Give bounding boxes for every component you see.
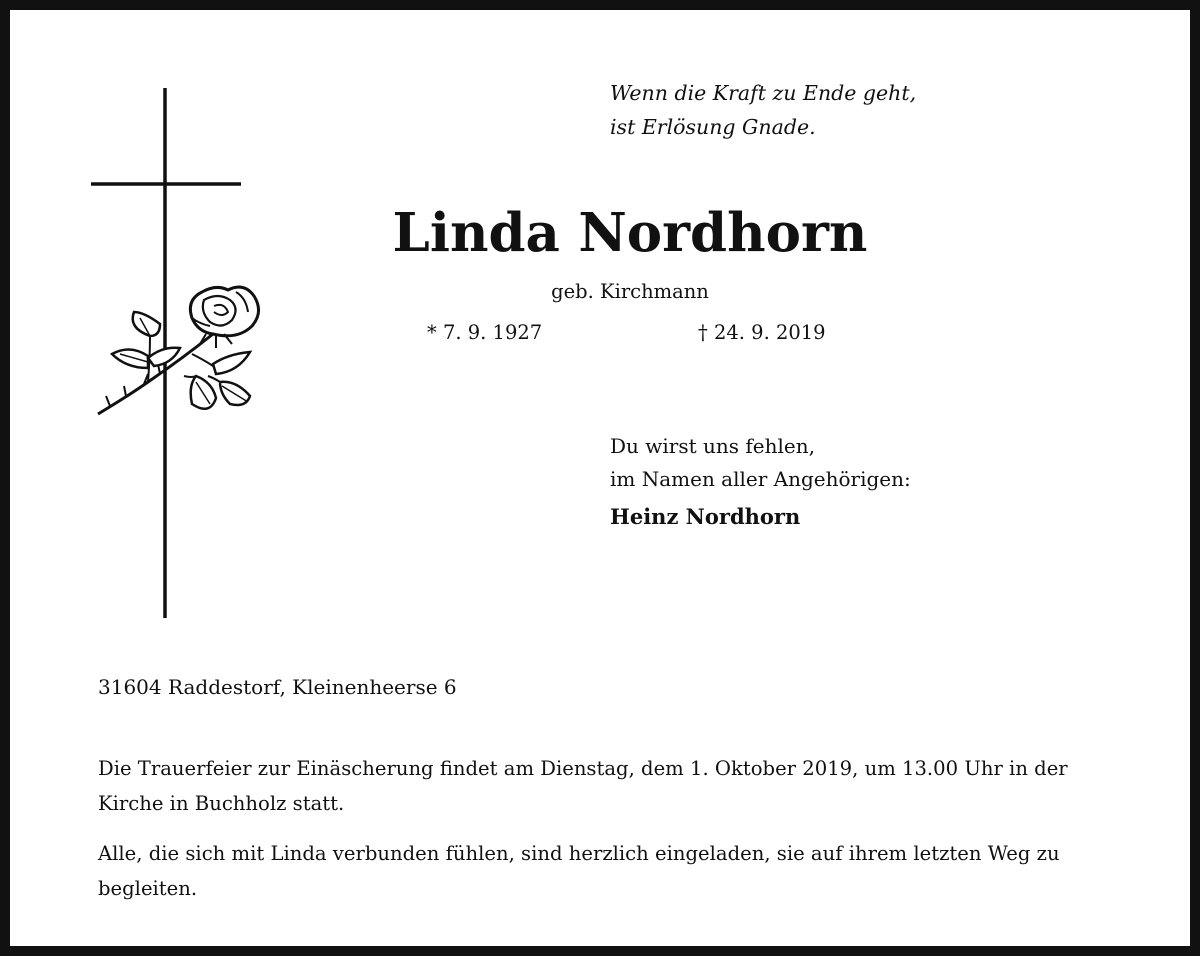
cross-with-rose-icon [88,86,268,622]
signer-name: Heinz Nordhorn [610,504,801,529]
closing-line-2: im Namen aller Angehörigen: [610,467,911,491]
motto-line-1: Wenn die Kraft zu Ende geht, [610,81,917,105]
deceased-name: Linda Nordhorn [392,202,868,264]
motto-quote [610,76,916,144]
closing-line-1: Du wirst uns fehlen, [610,434,815,458]
motto-line-2: ist Erlösung Gnade. [610,115,816,139]
ceremony-paragraph: Die Trauerfeier zur Einäscherung findet am Dienstag, dem 1. Oktober 2019, um 13.00 Uhr in der Kirche in Buchholz statt. [98,757,1068,815]
birth-date: * 7. 9. 1927 [427,321,543,344]
invitation-paragraph: Alle, die sich mit Linda verbunden fühlen, sind herzlich eingeladen, sie auf ihrem letzten Weg zu begleiten. [98,842,1060,900]
closing-lines [610,430,911,496]
death-date: † 24. 9. 2019 [698,321,826,344]
maiden-name: geb. Kirchmann [551,280,709,303]
address: 31604 Raddestorf, Kleinenheerse 6 [98,675,457,699]
